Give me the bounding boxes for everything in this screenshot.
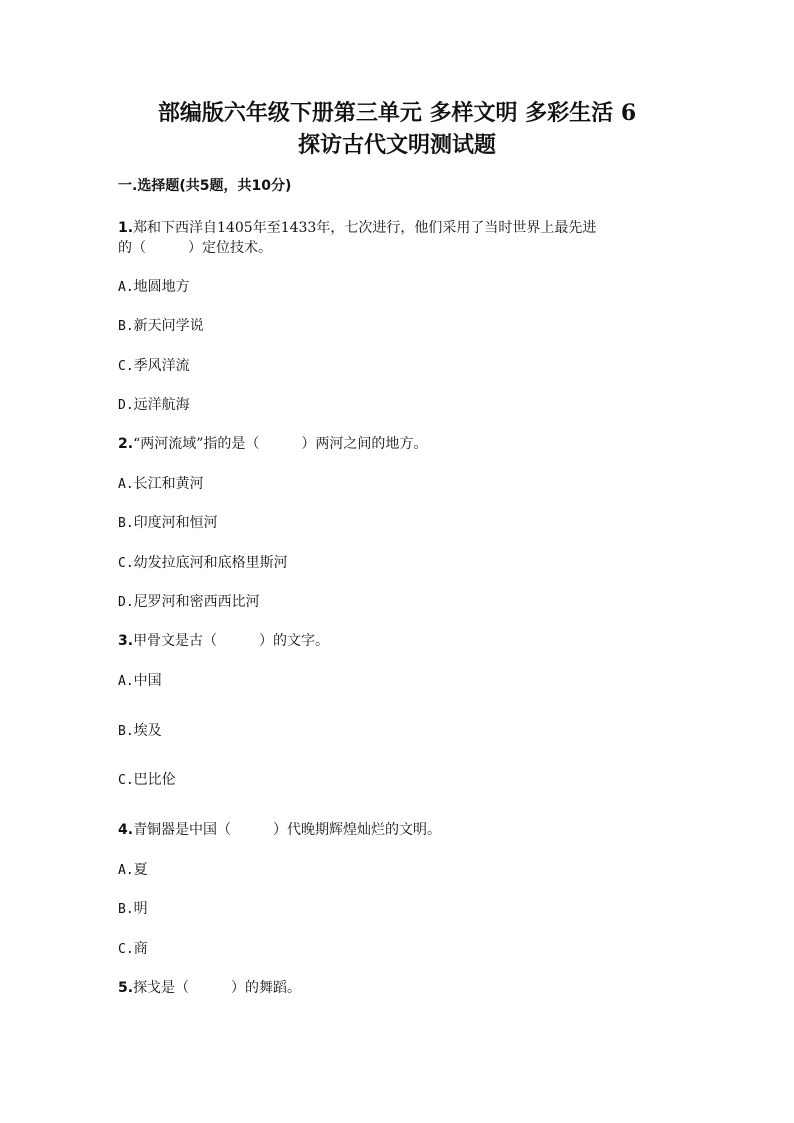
option-label: A.: [118, 863, 134, 878]
option-text: 地圆地方: [133, 279, 190, 295]
question-5: [118, 978, 301, 998]
option-3a: [118, 671, 162, 692]
option-text: 季风洋流: [133, 358, 190, 374]
option-text: 夏: [133, 862, 148, 878]
question-1: [118, 218, 596, 238]
question-number: 3.: [118, 633, 134, 649]
option-label: D.: [118, 595, 134, 610]
option-text: 新天问学说: [133, 318, 204, 334]
option-text: 商: [133, 941, 148, 957]
question-1-continued: 的（ ）定位技术。: [118, 240, 272, 256]
option-1a: [118, 277, 190, 298]
option-text: 印度河和恒河: [133, 515, 218, 531]
option-label: B.: [118, 516, 134, 531]
option-label: C.: [118, 773, 134, 788]
question-number: 5.: [118, 980, 134, 996]
option-label: C.: [118, 359, 134, 374]
section-heading: 一.选择题(共5题，共10分): [118, 178, 292, 194]
question-number: 1.: [118, 220, 134, 236]
question-text: “两河流域”指的是（ ）两河之间的地方。: [133, 436, 428, 452]
option-2c: [118, 553, 288, 574]
option-text: 中国: [133, 673, 162, 689]
question-2: [118, 434, 427, 454]
option-3c: [118, 770, 176, 791]
option-label: B.: [118, 902, 134, 917]
question-text: 探戈是（ ）的舞蹈。: [133, 980, 302, 996]
option-1d: [118, 395, 190, 416]
question-number: 4.: [118, 822, 134, 838]
question-number: 2.: [118, 436, 134, 452]
option-label: C.: [118, 556, 134, 571]
option-2d: [118, 592, 260, 613]
option-4a: [118, 860, 148, 881]
option-3b: [118, 721, 162, 742]
option-label: D.: [118, 398, 134, 413]
option-4c: [118, 939, 148, 960]
question-text: 郑和下西洋自1405年至1433年，七次进行，他们采用了当时世界上最先进: [133, 220, 597, 236]
option-text: 埃及: [133, 723, 162, 739]
question-text: 青铜器是中国（ ）代晚期辉煌灿烂的文明。: [133, 822, 442, 838]
option-text: 长江和黄河: [133, 476, 204, 492]
question-4: [118, 820, 441, 840]
option-2a: [118, 474, 204, 495]
option-1b: [118, 316, 204, 337]
option-label: A.: [118, 674, 134, 689]
option-4b: [118, 899, 148, 920]
option-label: B.: [118, 724, 134, 739]
option-label: A.: [118, 280, 134, 295]
option-label: A.: [118, 477, 134, 492]
doc-title-line-1: 部编版六年级下册第三单元 多样文明 多彩生活 6: [157, 100, 637, 126]
doc-title-line-2: 探访古代文明测试题: [297, 132, 496, 158]
option-text: 明: [133, 901, 148, 917]
option-1c: [118, 356, 190, 377]
option-label: B.: [118, 319, 134, 334]
question-3: [118, 631, 329, 651]
option-text: 远洋航海: [133, 397, 190, 413]
option-text: 尼罗河和密西西比河: [133, 594, 260, 610]
option-text: 巴比伦: [133, 772, 176, 788]
option-label: C.: [118, 942, 134, 957]
option-2b: [118, 513, 218, 534]
option-text: 幼发拉底河和底格里斯河: [133, 555, 288, 571]
question-text: 甲骨文是古（ ）的文字。: [133, 633, 330, 649]
